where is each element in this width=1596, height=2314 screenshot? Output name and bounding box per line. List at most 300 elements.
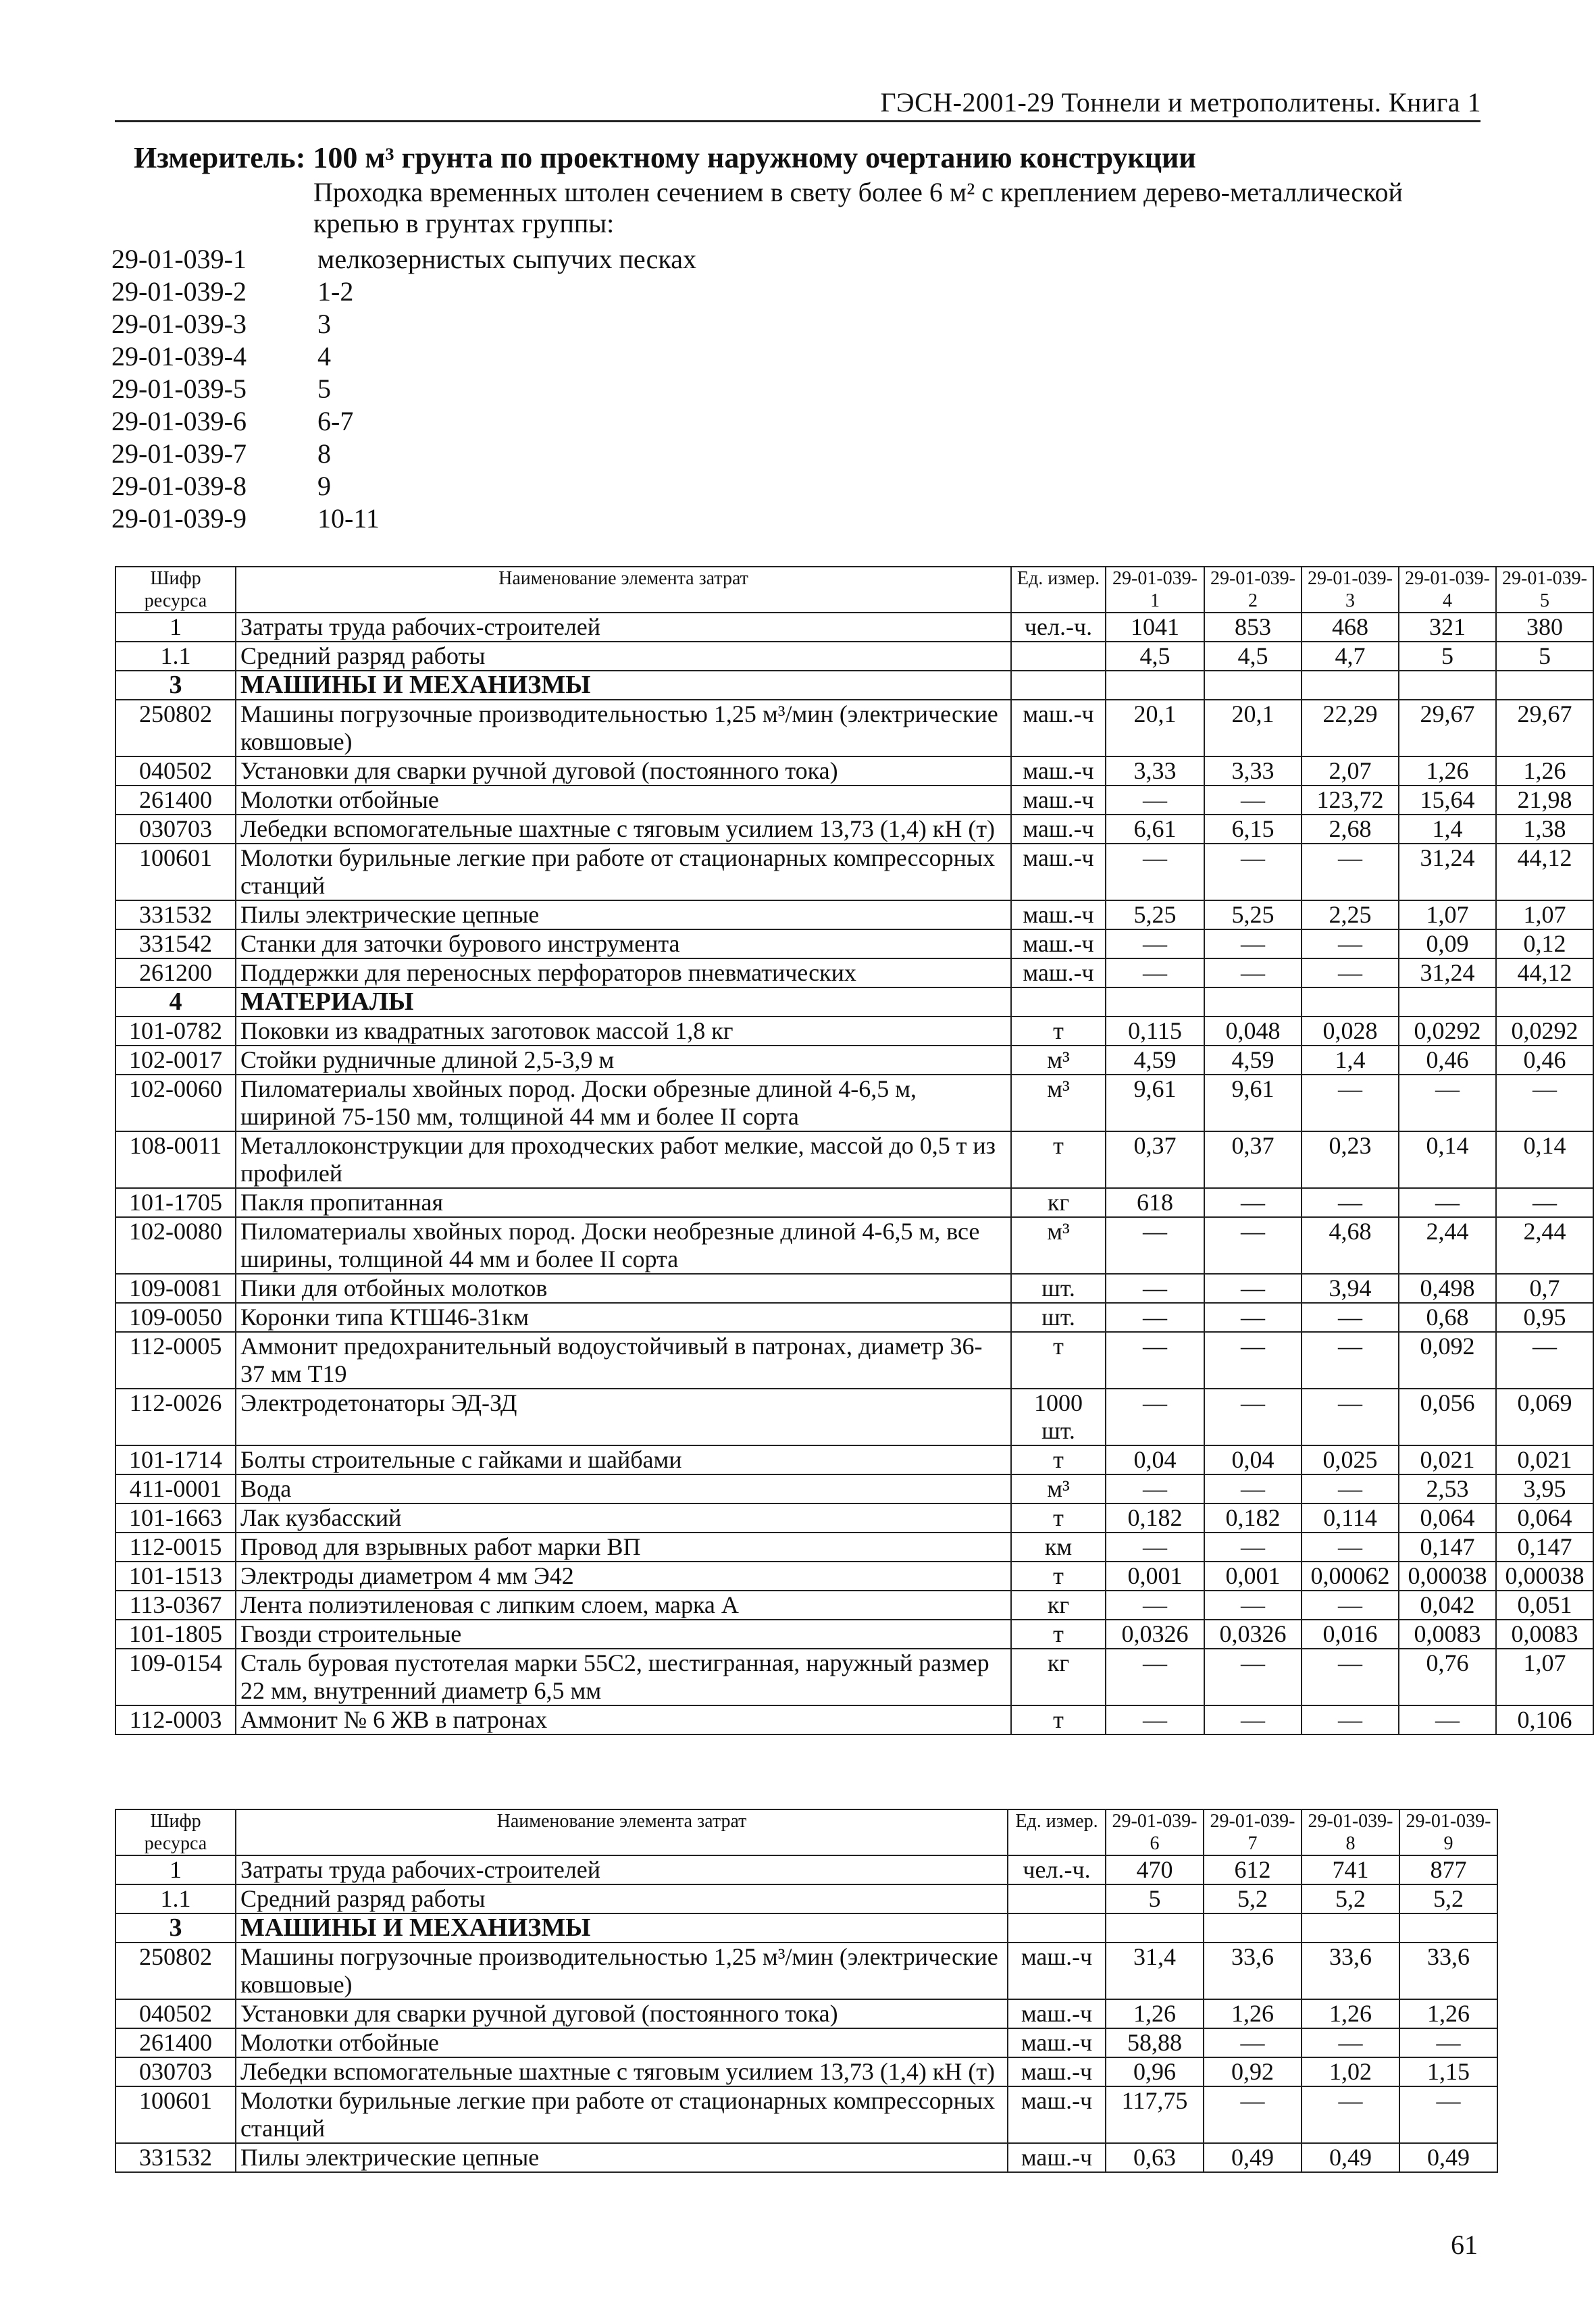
resource-name: Электродетонаторы ЭД-ЗД (236, 1389, 1011, 1445)
table-row (115, 1046, 1593, 1075)
resource-name: Установки для сварки ручной дуговой (постоянного тока) (236, 1999, 1008, 2028)
value-cell: — (1204, 1591, 1302, 1620)
table-row (115, 2028, 1497, 2057)
value-cell: — (1106, 929, 1204, 958)
unit-cell: м³ (1011, 1046, 1106, 1075)
value-cell: 612 (1204, 1855, 1302, 1884)
value-cell: 0,92 (1204, 2057, 1302, 2086)
value-cell: — (1204, 958, 1302, 987)
code-list-code: 29-01-039-8 (111, 471, 247, 501)
table-row (115, 1389, 1593, 1445)
resource-name: Затраты труда рабочих-строителей (236, 1855, 1008, 1884)
value-cell: 0,064 (1496, 1503, 1593, 1533)
resource-code: 109-0154 (115, 1649, 236, 1705)
value-cell: 2,07 (1302, 756, 1399, 786)
value-cell: 31,24 (1399, 958, 1496, 987)
column-header: 29-01-039-3 (1302, 567, 1399, 613)
running-header: ГЭСН-2001-29 Тоннели и метрополитены. Книга 1 (880, 87, 1481, 118)
resource-code: 040502 (115, 1999, 236, 2028)
value-cell: — (1302, 1705, 1399, 1734)
value-cell: — (1302, 1533, 1399, 1562)
unit-cell: маш.-ч (1011, 900, 1106, 929)
resource-code: 101-1705 (115, 1188, 236, 1217)
unit-cell: маш.-ч (1011, 786, 1106, 815)
code-list-item (111, 243, 696, 276)
resource-name: Лак кузбасский (236, 1503, 1011, 1533)
unit-cell: кг (1011, 1188, 1106, 1217)
value-cell: 0,147 (1399, 1533, 1496, 1562)
resource-name: Лебедки вспомогательные шахтные с тяговым усилием 13,73 (1,4) кН (т) (236, 815, 1011, 844)
unit-cell: маш.-ч (1008, 2028, 1106, 2057)
table-row (115, 2086, 1497, 2143)
value-cell: 2,44 (1496, 1217, 1593, 1274)
resource-code: 102-0080 (115, 1217, 236, 1274)
resource-code: 3 (115, 671, 236, 700)
resource-code: 113-0367 (115, 1591, 236, 1620)
value-cell: 0,106 (1496, 1705, 1593, 1734)
value-cell: 2,53 (1399, 1474, 1496, 1503)
column-header: 29-01-039-6 (1106, 1809, 1204, 1855)
value-cell: 0,04 (1204, 1445, 1302, 1474)
resource-name: Машины погрузочные производительностью 1,25 м³/мин (электрические ковшовые) (236, 700, 1011, 756)
value-cell: 0,021 (1399, 1445, 1496, 1474)
value-cell: 20,1 (1106, 700, 1204, 756)
unit-cell: шт. (1011, 1303, 1106, 1332)
code-list-item (111, 340, 696, 373)
resource-name: Молотки бурильные легкие при работе от стационарных компрессорных станций (236, 2086, 1008, 2143)
value-cell: 0,182 (1106, 1503, 1204, 1533)
code-list-code: 29-01-039-2 (111, 276, 247, 307)
code-list-label: 6-7 (317, 406, 354, 436)
code-list-label: 8 (317, 438, 331, 469)
value-cell: — (1302, 1075, 1399, 1131)
value-cell (1204, 1913, 1302, 1943)
value-cell: 1,4 (1302, 1046, 1399, 1075)
resource-name: Поддержки для переносных перфораторов пневматических (236, 958, 1011, 987)
value-cell: 0,04 (1106, 1445, 1204, 1474)
column-header: 29-01-039-8 (1302, 1809, 1399, 1855)
resource-name: Стойки рудничные длиной 2,5-3,9 м (236, 1046, 1011, 1075)
value-cell: 3,95 (1496, 1474, 1593, 1503)
value-cell: 1,38 (1496, 815, 1593, 844)
table-row (115, 2143, 1497, 2172)
page-number: 61 (1451, 2230, 1478, 2260)
resource-code: 1 (115, 613, 236, 642)
resource-code: 1.1 (115, 1884, 236, 1913)
value-cell: 5 (1106, 1884, 1204, 1913)
unit-cell: маш.-ч (1008, 1999, 1106, 2028)
value-cell: 0,114 (1302, 1503, 1399, 1533)
resource-name: Провод для взрывных работ марки ВП (236, 1533, 1011, 1562)
table-row (115, 1943, 1497, 1999)
value-cell: 5,25 (1204, 900, 1302, 929)
resource-code: 101-0782 (115, 1017, 236, 1046)
value-cell: — (1204, 1705, 1302, 1734)
value-cell: — (1204, 1389, 1302, 1445)
value-cell: 4,5 (1106, 642, 1204, 671)
resource-name: Средний разряд работы (236, 642, 1011, 671)
resource-name: Молотки отбойные (236, 2028, 1008, 2057)
value-cell: — (1106, 1303, 1204, 1332)
table-row (115, 1217, 1593, 1274)
value-cell: 0,0083 (1399, 1620, 1496, 1649)
value-cell: 0,069 (1496, 1389, 1593, 1445)
column-header: 29-01-039-4 (1399, 567, 1496, 613)
value-cell: 0,49 (1399, 2143, 1497, 2172)
table-row (115, 1303, 1593, 1332)
unit-cell: маш.-ч (1008, 2086, 1106, 2143)
value-cell: 468 (1302, 613, 1399, 642)
code-list-item (111, 276, 696, 308)
unit-cell: т (1011, 1562, 1106, 1591)
table-row (115, 929, 1593, 958)
value-cell: — (1302, 1591, 1399, 1620)
unit-cell: т (1011, 1445, 1106, 1474)
code-list-label: 5 (317, 374, 331, 404)
code-list-label: 4 (317, 341, 331, 371)
value-cell: — (1106, 1649, 1204, 1705)
value-cell: 1,4 (1399, 815, 1496, 844)
resource-code: 109-0081 (115, 1274, 236, 1303)
column-header: 29-01-039-5 (1496, 567, 1593, 613)
resource-code: 100601 (115, 844, 236, 900)
resource-name: Затраты труда рабочих-строителей (236, 613, 1011, 642)
resource-table-1 (115, 566, 1594, 1735)
value-cell: 1,26 (1302, 1999, 1399, 2028)
resource-name: Пики для отбойных молотков (236, 1274, 1011, 1303)
unit-cell (1011, 671, 1106, 700)
value-cell: 321 (1399, 613, 1496, 642)
table-row (115, 1591, 1593, 1620)
table-row (115, 1131, 1593, 1188)
value-cell: 0,001 (1106, 1562, 1204, 1591)
resource-name: Коронки типа КТШ46-31км (236, 1303, 1011, 1332)
value-cell (1302, 1913, 1399, 1943)
table-row (115, 1075, 1593, 1131)
resource-code: 331532 (115, 900, 236, 929)
value-cell: 0,147 (1496, 1533, 1593, 1562)
code-list-label: 3 (317, 309, 331, 339)
value-cell: 1,15 (1399, 2057, 1497, 2086)
value-cell: 21,98 (1496, 786, 1593, 815)
code-list-code: 29-01-039-4 (111, 341, 247, 371)
value-cell: 0,00038 (1399, 1562, 1496, 1591)
resource-name: Станки для заточки бурового инструмента (236, 929, 1011, 958)
resource-name: Пиломатериалы хвойных пород. Доски обрезные длиной 4-6,5 м, шириной 75-150 мм, толщиной 44 мм и более II сорта (236, 1075, 1011, 1131)
value-cell: 0,001 (1204, 1562, 1302, 1591)
value-cell: — (1106, 786, 1204, 815)
value-cell: 20,1 (1204, 700, 1302, 756)
value-cell: 15,64 (1399, 786, 1496, 815)
value-cell: 29,67 (1496, 700, 1593, 756)
unit-cell: чел.-ч. (1011, 613, 1106, 642)
value-cell: 0,048 (1204, 1017, 1302, 1046)
resource-table-2 (115, 1809, 1498, 2173)
code-list-label: 10-11 (317, 503, 380, 534)
value-cell: 5 (1399, 642, 1496, 671)
value-cell: 5,25 (1106, 900, 1204, 929)
unit-cell: маш.-ч (1008, 2057, 1106, 2086)
value-cell: 44,12 (1496, 958, 1593, 987)
value-cell: 0,064 (1399, 1503, 1496, 1533)
resource-code: 102-0017 (115, 1046, 236, 1075)
resource-name: Аммонит № 6 ЖВ в патронах (236, 1705, 1011, 1734)
column-header: Наименование элемента затрат (236, 567, 1011, 613)
value-cell: 741 (1302, 1855, 1399, 1884)
table-row (115, 756, 1593, 786)
value-cell: 123,72 (1302, 786, 1399, 815)
value-cell: — (1106, 1474, 1204, 1503)
table-row (115, 1332, 1593, 1389)
resource-code: 331532 (115, 2143, 236, 2172)
value-cell: 5,2 (1399, 1884, 1497, 1913)
resource-code: 101-1663 (115, 1503, 236, 1533)
value-cell (1106, 1913, 1204, 1943)
column-header: 29-01-039-1 (1106, 567, 1204, 613)
resource-name: Вода (236, 1474, 1011, 1503)
resource-code: 250802 (115, 700, 236, 756)
value-cell: 0,042 (1399, 1591, 1496, 1620)
unit-cell (1008, 1884, 1106, 1913)
value-cell: — (1302, 844, 1399, 900)
table-row (115, 1649, 1593, 1705)
value-cell: — (1106, 1389, 1204, 1445)
value-cell: — (1106, 1533, 1204, 1562)
code-list-code: 29-01-039-3 (111, 309, 247, 339)
value-cell: — (1302, 2028, 1399, 2057)
unit-cell: м³ (1011, 1217, 1106, 1274)
value-cell: 0,0292 (1496, 1017, 1593, 1046)
resource-code: 1.1 (115, 642, 236, 671)
resource-name: Пилы электрические цепные (236, 900, 1011, 929)
value-cell: — (1106, 844, 1204, 900)
resource-name: Молотки отбойные (236, 786, 1011, 815)
code-list (111, 243, 696, 535)
value-cell: 0,63 (1106, 2143, 1204, 2172)
resource-name: МАТЕРИАЛЫ (236, 987, 1011, 1017)
value-cell: — (1204, 2028, 1302, 2057)
value-cell: 2,68 (1302, 815, 1399, 844)
value-cell: 31,24 (1399, 844, 1496, 900)
value-cell: — (1496, 1075, 1593, 1131)
value-cell (1399, 671, 1496, 700)
value-cell: 33,6 (1302, 1943, 1399, 1999)
table-row (115, 1017, 1593, 1046)
value-cell: 0,025 (1302, 1445, 1399, 1474)
value-cell: 1,07 (1496, 1649, 1593, 1705)
resource-code: 109-0050 (115, 1303, 236, 1332)
table-row (115, 700, 1593, 756)
value-cell: 4,68 (1302, 1217, 1399, 1274)
value-cell: 1,02 (1302, 2057, 1399, 2086)
value-cell: 9,61 (1204, 1075, 1302, 1131)
value-cell: 0,092 (1399, 1332, 1496, 1389)
value-cell: 0,46 (1399, 1046, 1496, 1075)
value-cell: 29,67 (1399, 700, 1496, 756)
code-list-code: 29-01-039-9 (111, 503, 247, 534)
value-cell: 0,12 (1496, 929, 1593, 958)
value-cell: — (1302, 1303, 1399, 1332)
value-cell: 5 (1496, 642, 1593, 671)
resource-code: 250802 (115, 1943, 236, 1999)
value-cell: 5,2 (1204, 1884, 1302, 1913)
value-cell: 0,051 (1496, 1591, 1593, 1620)
resource-code: 3 (115, 1913, 236, 1943)
section-row (115, 987, 1593, 1017)
value-cell: — (1106, 1217, 1204, 1274)
value-cell: — (1106, 1591, 1204, 1620)
table-row (115, 1188, 1593, 1217)
code-list-item (111, 503, 696, 535)
value-cell: 853 (1204, 613, 1302, 642)
resource-name: Лебедки вспомогательные шахтные с тяговым усилием 13,73 (1,4) кН (т) (236, 2057, 1008, 2086)
code-list-code: 29-01-039-5 (111, 374, 247, 404)
value-cell: — (1204, 1188, 1302, 1217)
value-cell: 1041 (1106, 613, 1204, 642)
value-cell: — (1399, 1188, 1496, 1217)
value-cell: — (1399, 2028, 1497, 2057)
value-cell: — (1204, 1533, 1302, 1562)
value-cell: 1,26 (1106, 1999, 1204, 2028)
code-list-item (111, 405, 696, 438)
table-row (115, 900, 1593, 929)
resource-name: Установки для сварки ручной дуговой (постоянного тока) (236, 756, 1011, 786)
code-list-code: 29-01-039-7 (111, 438, 247, 469)
value-cell: 0,96 (1106, 2057, 1204, 2086)
value-cell: — (1204, 1303, 1302, 1332)
resource-code: 1 (115, 1855, 236, 1884)
value-cell: 0,14 (1496, 1131, 1593, 1188)
resource-name: Болты строительные с гайками и шайбами (236, 1445, 1011, 1474)
value-cell: — (1302, 1474, 1399, 1503)
value-cell: 0,056 (1399, 1389, 1496, 1445)
resource-code: 102-0060 (115, 1075, 236, 1131)
value-cell: — (1496, 1188, 1593, 1217)
measure-unit: Измеритель: 100 м³ грунта по проектному наружному очертанию конструкции (134, 141, 1196, 174)
value-cell: — (1106, 1274, 1204, 1303)
value-cell: 4,5 (1204, 642, 1302, 671)
code-list-item (111, 308, 696, 340)
resource-name: Средний разряд работы (236, 1884, 1008, 1913)
code-list-label: 1-2 (317, 276, 354, 307)
column-header: Шифр ресурса (115, 1809, 236, 1855)
resource-name: МАШИНЫ И МЕХАНИЗМЫ (236, 671, 1011, 700)
value-cell: 3,33 (1204, 756, 1302, 786)
resource-name: Поковки из квадратных заготовок массой 1,8 кг (236, 1017, 1011, 1046)
resource-code: 112-0005 (115, 1332, 236, 1389)
value-cell: — (1399, 1705, 1496, 1734)
table-row (115, 1562, 1593, 1591)
table-row (115, 1503, 1593, 1533)
code-list-code: 29-01-039-6 (111, 406, 247, 436)
unit-cell: т (1011, 1503, 1106, 1533)
value-cell: 0,0083 (1496, 1620, 1593, 1649)
unit-cell: т (1011, 1332, 1106, 1389)
value-cell: 2,25 (1302, 900, 1399, 929)
unit-cell: чел.-ч. (1008, 1855, 1106, 1884)
value-cell: — (1204, 786, 1302, 815)
table-row (115, 1533, 1593, 1562)
unit-cell: т (1011, 1620, 1106, 1649)
unit-cell: шт. (1011, 1274, 1106, 1303)
value-cell: — (1204, 1274, 1302, 1303)
value-cell: — (1302, 2086, 1399, 2143)
value-cell: 0,37 (1204, 1131, 1302, 1188)
table-row (115, 1274, 1593, 1303)
resource-code: 040502 (115, 756, 236, 786)
value-cell: 0,76 (1399, 1649, 1496, 1705)
unit-cell: кг (1011, 1649, 1106, 1705)
value-cell: 0,23 (1302, 1131, 1399, 1188)
unit-cell: маш.-ч (1008, 2143, 1106, 2172)
value-cell: 380 (1496, 613, 1593, 642)
value-cell: 31,4 (1106, 1943, 1204, 1999)
table-row (115, 1855, 1497, 1884)
value-cell: — (1302, 1188, 1399, 1217)
value-cell (1204, 987, 1302, 1017)
value-cell (1399, 1913, 1497, 1943)
value-cell: 4,7 (1302, 642, 1399, 671)
value-cell: 0,7 (1496, 1274, 1593, 1303)
value-cell: — (1204, 1332, 1302, 1389)
unit-cell: км (1011, 1533, 1106, 1562)
resource-name: Пакля пропитанная (236, 1188, 1011, 1217)
work-description: Проходка временных штолен сечением в свету более 6 м² с креплением дерево-металлической крепью в грунтах группы: (313, 177, 1403, 238)
resource-code: 261200 (115, 958, 236, 987)
unit-cell: маш.-ч (1011, 844, 1106, 900)
value-cell (1302, 671, 1399, 700)
value-cell: 1,07 (1496, 900, 1593, 929)
resource-name: Молотки бурильные легкие при работе от стационарных компрессорных станций (236, 844, 1011, 900)
resource-code: 100601 (115, 2086, 236, 2143)
table-row (115, 786, 1593, 815)
value-cell: 1,26 (1496, 756, 1593, 786)
value-cell: 1,26 (1399, 756, 1496, 786)
resource-code: 030703 (115, 815, 236, 844)
value-cell: 1,07 (1399, 900, 1496, 929)
table-row (115, 1445, 1593, 1474)
code-list-item (111, 470, 696, 503)
value-cell: 0,46 (1496, 1046, 1593, 1075)
unit-cell: маш.-ч (1011, 929, 1106, 958)
resource-name: Пилы электрические цепные (236, 2143, 1008, 2172)
resource-code: 261400 (115, 786, 236, 815)
resource-code: 101-1805 (115, 1620, 236, 1649)
resource-code: 411-0001 (115, 1474, 236, 1503)
value-cell: 0,0326 (1204, 1620, 1302, 1649)
table-row (115, 815, 1593, 844)
value-cell: — (1399, 2086, 1497, 2143)
table-row (115, 1884, 1497, 1913)
value-cell: 0,016 (1302, 1620, 1399, 1649)
value-cell: — (1106, 958, 1204, 987)
value-cell: 9,61 (1106, 1075, 1204, 1131)
table-row (115, 1999, 1497, 2028)
table-row (115, 1705, 1593, 1734)
resource-code: 331542 (115, 929, 236, 958)
value-cell: 117,75 (1106, 2086, 1204, 2143)
table-row (115, 642, 1593, 671)
value-cell: 0,021 (1496, 1445, 1593, 1474)
value-cell (1204, 671, 1302, 700)
value-cell (1106, 987, 1204, 1017)
value-cell: 1,26 (1204, 1999, 1302, 2028)
value-cell: — (1302, 1649, 1399, 1705)
value-cell: 33,6 (1399, 1943, 1497, 1999)
value-cell: 0,09 (1399, 929, 1496, 958)
resource-code: 101-1714 (115, 1445, 236, 1474)
table-row (115, 1620, 1593, 1649)
